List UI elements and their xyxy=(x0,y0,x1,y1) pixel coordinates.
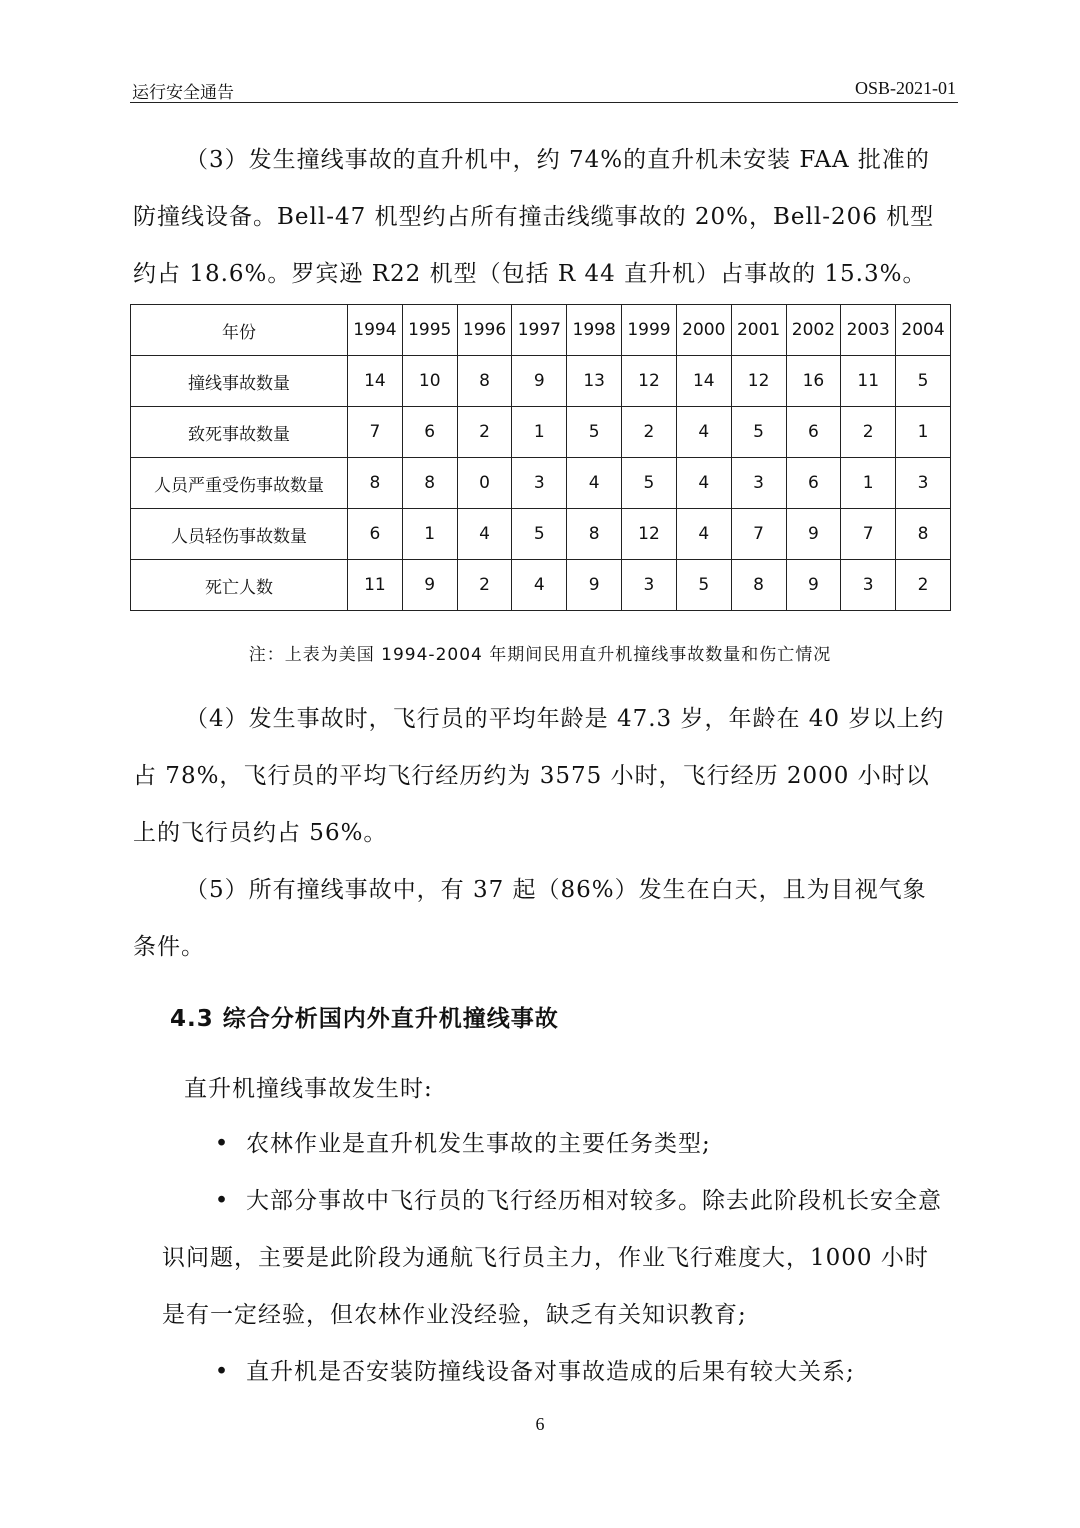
table-cell: 3 xyxy=(622,560,677,611)
table-header-row xyxy=(131,305,951,356)
table-row xyxy=(131,509,951,560)
table-cell: 4 xyxy=(512,560,567,611)
table-cell: 5 xyxy=(896,356,951,407)
table-cell: 8 xyxy=(896,509,951,560)
row-label: 致死事故数量 xyxy=(131,407,348,458)
table-cell: 14 xyxy=(348,356,403,407)
paragraph-4: （4）发生事故时，飞行员的平均年龄是 47.3 岁，年龄在 40 岁以上约占 78%，飞行员的平均飞行经历约为 3575 小时，飞行经历 2000 小时以上的飞行员约占 56%。 xyxy=(133,706,945,846)
bullet-icon: • xyxy=(214,1188,230,1214)
year-cell: 1996 xyxy=(457,305,512,356)
table-cell: 8 xyxy=(457,356,512,407)
table-cell: 8 xyxy=(402,458,457,509)
table-cell: 12 xyxy=(731,356,786,407)
page-number: 6 xyxy=(535,1414,545,1434)
table-cell: 9 xyxy=(786,509,841,560)
table-cell: 8 xyxy=(348,458,403,509)
row-label: 撞线事故数量 xyxy=(131,356,348,407)
bullet-icon: • xyxy=(214,1131,230,1157)
table-cell: 12 xyxy=(622,509,677,560)
table-cell: 7 xyxy=(841,509,896,560)
header-title: 运行安全通告 xyxy=(132,83,234,103)
table-cell: 11 xyxy=(348,560,403,611)
table-cell: 6 xyxy=(348,509,403,560)
table-cell: 8 xyxy=(731,560,786,611)
table-row xyxy=(131,560,951,611)
page-header xyxy=(130,76,958,103)
table-cell: 9 xyxy=(786,560,841,611)
row-label: 死亡人数 xyxy=(131,560,348,611)
table-cell: 1 xyxy=(841,458,896,509)
list-item xyxy=(162,1116,952,1173)
bullet-text: 大部分事故中飞行员的飞行经历相对较多。除去此阶段机长安全意识问题，主要是此阶段为通航飞行员主力，作业飞行难度大，1000 小时是有一定经验，但农林作业没经验，缺乏有关知识教育; xyxy=(162,1188,942,1328)
table-cell: 9 xyxy=(402,560,457,611)
year-cell: 1998 xyxy=(567,305,622,356)
table-cell: 5 xyxy=(676,560,731,611)
table-cell: 11 xyxy=(841,356,896,407)
year-cell: 2000 xyxy=(676,305,731,356)
table-cell: 10 xyxy=(402,356,457,407)
year-cell: 2004 xyxy=(896,305,951,356)
year-cell: 1994 xyxy=(348,305,403,356)
table-cell: 4 xyxy=(567,458,622,509)
table-cell: 5 xyxy=(512,509,567,560)
table-cell: 6 xyxy=(786,407,841,458)
table-cell: 2 xyxy=(457,560,512,611)
table-cell: 2 xyxy=(622,407,677,458)
row-label: 人员严重受伤事故数量 xyxy=(131,458,348,509)
year-cell: 1997 xyxy=(512,305,567,356)
table-cell: 14 xyxy=(676,356,731,407)
table-cell: 1 xyxy=(402,509,457,560)
document-code: OSB-2021-01 xyxy=(854,78,956,98)
table-cell: 2 xyxy=(457,407,512,458)
year-cell: 2003 xyxy=(841,305,896,356)
table-cell: 2 xyxy=(896,560,951,611)
bullet-text: 农林作业是直升机发生事故的主要任务类型; xyxy=(246,1131,711,1157)
table-cell: 3 xyxy=(512,458,567,509)
table-cell: 7 xyxy=(731,509,786,560)
paragraph-5: （5）所有撞线事故中，有 37 起（86%）发生在白天，且为目视气象条件。 xyxy=(133,877,927,960)
table-cell: 2 xyxy=(841,407,896,458)
table-cell: 12 xyxy=(622,356,677,407)
bullet-text: 直升机是否安装防撞线设备对事故造成的后果有较大关系; xyxy=(246,1359,855,1385)
table-header-label: 年份 xyxy=(131,305,348,356)
table-cell: 1 xyxy=(512,407,567,458)
table-row xyxy=(131,356,951,407)
table-cell: 6 xyxy=(402,407,457,458)
table-note: 注：上表为美国 1994-2004 年期间民用直升机撞线事故数量和伤亡情况 xyxy=(248,645,832,665)
table-cell: 1 xyxy=(896,407,951,458)
year-cell: 2002 xyxy=(786,305,841,356)
table-cell: 9 xyxy=(567,560,622,611)
table-cell: 6 xyxy=(786,458,841,509)
table-cell: 4 xyxy=(676,509,731,560)
table-cell: 5 xyxy=(731,407,786,458)
table-cell: 13 xyxy=(567,356,622,407)
table-cell: 3 xyxy=(896,458,951,509)
table-cell: 5 xyxy=(622,458,677,509)
bullet-icon: • xyxy=(214,1359,230,1385)
table-cell: 8 xyxy=(567,509,622,560)
table-cell: 4 xyxy=(457,509,512,560)
table-cell: 5 xyxy=(567,407,622,458)
table-cell: 3 xyxy=(731,458,786,509)
accident-table xyxy=(130,304,951,611)
table-cell: 4 xyxy=(676,458,731,509)
table-cell: 3 xyxy=(841,560,896,611)
table-cell: 16 xyxy=(786,356,841,407)
table-cell: 9 xyxy=(512,356,567,407)
list-item xyxy=(162,1344,952,1401)
row-label: 人员轻伤事故数量 xyxy=(131,509,348,560)
table-cell: 7 xyxy=(348,407,403,458)
table-row xyxy=(131,407,951,458)
table-cell: 4 xyxy=(676,407,731,458)
table-row xyxy=(131,458,951,509)
paragraph-3: （3）发生撞线事故的直升机中，约 74%的直升机未安装 FAA 批准的防撞线设备。Bell-47 机型约占所有撞击线缆事故的 20%，Bell-206 机型约占 18.6%。罗宾逊 R22 机型（包括 R 44 直升机）占事故的 15.3%。 xyxy=(133,147,935,287)
list-item xyxy=(162,1173,952,1344)
year-cell: 2001 xyxy=(731,305,786,356)
section-heading: 4.3 综合分析国内外直升机撞线事故 xyxy=(170,1006,559,1032)
table-cell: 0 xyxy=(457,458,512,509)
year-cell: 1995 xyxy=(402,305,457,356)
year-cell: 1999 xyxy=(622,305,677,356)
intro-text: 直升机撞线事故发生时: xyxy=(184,1076,433,1102)
